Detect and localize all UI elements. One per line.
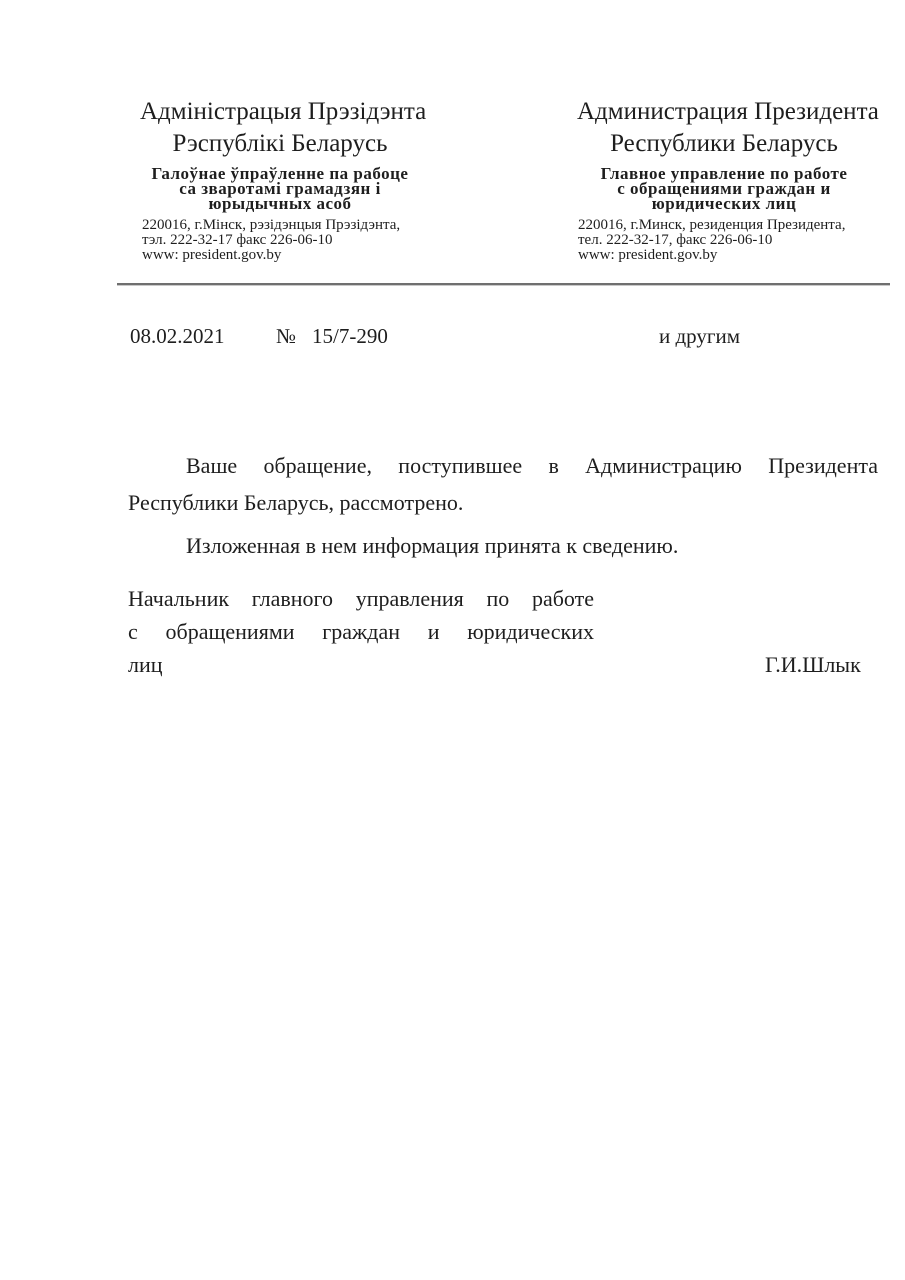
department-ru-line2: с обращениями граждан и	[617, 179, 831, 198]
letter-number: 15/7-290	[312, 324, 388, 348]
department-name-ru	[577, 166, 871, 211]
department-by-line2: са зваротамі грамадзян і	[179, 179, 381, 198]
signer-title-line2: с обращениями граждан и юридических	[128, 619, 594, 644]
number-sign: №	[276, 324, 297, 348]
signer-title-line1: Начальник главного управления по работе	[128, 586, 594, 611]
signer-title-line3: лиц	[128, 652, 163, 677]
department-by-line3: юрыдычных асоб	[208, 194, 352, 213]
contact-block-ru	[577, 218, 871, 263]
letterhead-russian-column	[577, 96, 879, 263]
body-paragraph2: Изложенная в нем информация принята к сведению.	[186, 533, 679, 558]
body-paragraph1-line1: Ваше обращение, поступившее в Администрацию Президента	[186, 453, 878, 478]
org-name-by-line1: Адміністрацыя Прэзідэнта	[140, 98, 427, 125]
department-ru-line3: юридических лиц	[651, 194, 797, 213]
department-by-line1: Галоўнае ўпраўленне па рабоце	[151, 164, 409, 183]
letterhead-belarusian-column	[140, 96, 427, 263]
department-ru-line1: Главное управление по работе	[600, 164, 848, 183]
org-name-ru	[577, 96, 879, 160]
phone-fax-ru: тел. 222-32-17, факс 226-06-10	[578, 232, 773, 248]
contact-block-by	[140, 218, 420, 263]
org-name-by-line2: Рэспублікі Беларусь	[172, 130, 388, 157]
body-paragraph1-line2: Республики Беларусь, рассмотрено.	[128, 490, 464, 515]
signer-title-block	[128, 582, 594, 681]
department-name-by	[140, 166, 420, 211]
org-name-by	[140, 96, 427, 160]
website-by: www: president.gov.by	[142, 247, 282, 263]
signer-name: Г.И.Шлык	[765, 652, 861, 677]
addressee-note: и другим	[659, 324, 741, 348]
website-ru: www: president.gov.by	[578, 247, 718, 263]
postal-address-ru: 220016, г.Минск, резиденция Президента,	[578, 217, 846, 233]
letterhead-divider-rule	[117, 283, 890, 286]
org-name-ru-line2: Республики Беларусь	[610, 130, 838, 157]
postal-address-by: 220016, г.Мінск, рэзідэнцыя Прэзідэнта,	[142, 217, 401, 233]
org-name-ru-line1: Администрация Президента	[577, 98, 879, 125]
reference-line	[130, 322, 870, 352]
letter-date: 08.02.2021	[130, 324, 225, 348]
letter-body	[128, 447, 878, 564]
phone-fax-by: тэл. 222-32-17 факс 226-06-10	[142, 232, 333, 248]
